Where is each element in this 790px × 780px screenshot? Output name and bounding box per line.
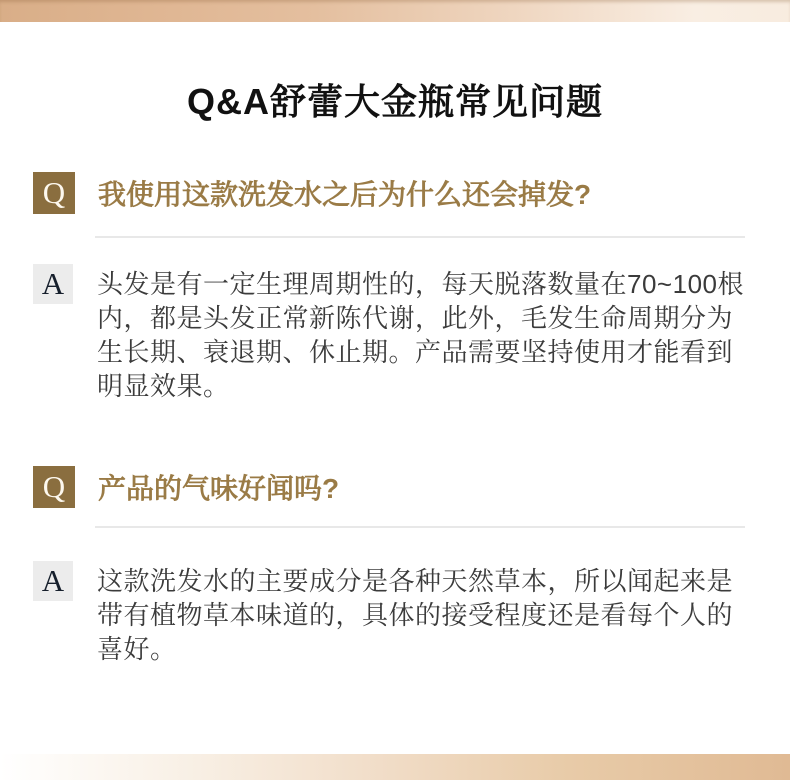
bottom-gradient-bar	[0, 754, 790, 780]
answer-text-2: 这款洗发水的主要成分是各种天然草本，所以闻起来是带有植物草本味道的，具体的接受程度还是看每个人的喜好。	[97, 566, 734, 664]
divider-line-2	[95, 526, 745, 528]
divider-line-1	[95, 236, 745, 238]
question-text-2: 产品的气味好闻吗?	[98, 473, 340, 504]
page-title: Q&A舒蕾大金瓶常见问题	[187, 81, 603, 122]
q-badge-icon: Q	[33, 466, 75, 508]
a-badge-icon: A	[33, 561, 73, 601]
q-badge-icon: Q	[33, 172, 75, 214]
top-gradient-bar	[0, 0, 790, 22]
question-text-1: 我使用这款洗发水之后为什么还会掉发?	[98, 179, 592, 210]
question-row-2	[33, 466, 339, 508]
a-badge-icon: A	[33, 264, 73, 304]
answer-text-1: 头发是有一定生理周期性的，每天脱落数量在70~100根内，都是头发正常新陈代谢，此外，毛发生命周期分为生长期、衰退期、休止期。产品需要坚持使用才能看到明显效果。	[97, 269, 744, 401]
question-row-1	[33, 172, 591, 214]
